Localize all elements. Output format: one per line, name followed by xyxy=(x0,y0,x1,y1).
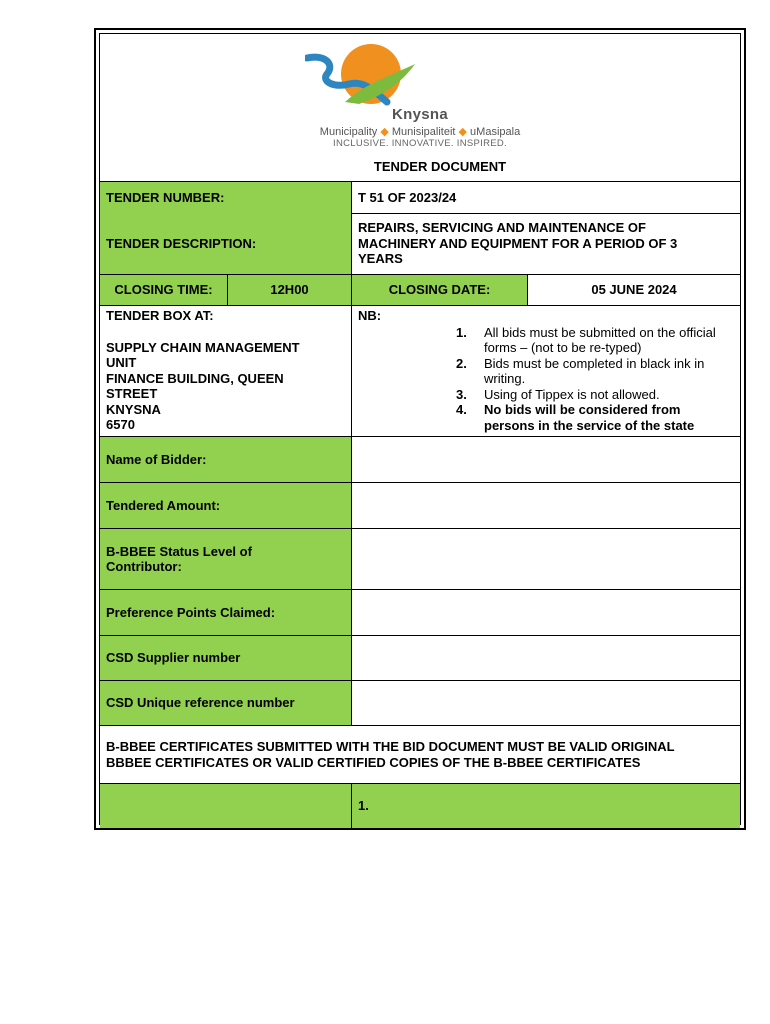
address-line-6: 6570 xyxy=(106,417,135,432)
tender-box-cell xyxy=(100,306,352,437)
description-line-2: MACHINERY AND EQUIPMENT FOR A PERIOD OF 3 xyxy=(358,235,678,251)
logo-subtitle xyxy=(100,125,740,138)
dot-icon: ◆ xyxy=(458,126,467,138)
tender-box-label: TENDER BOX AT: xyxy=(106,308,214,323)
closing-date-value: 05 JUNE 2024 xyxy=(528,275,740,306)
bbbee-level-label: B-BBEE Status Level of Contributor: xyxy=(100,529,352,590)
description-line-3: YEARS xyxy=(358,251,403,267)
dot-icon: ◆ xyxy=(380,126,389,138)
tender-description-row xyxy=(100,213,740,275)
logo-sub-1: Municipality xyxy=(319,126,378,138)
tendered-amount-row xyxy=(100,483,740,529)
nb-list xyxy=(352,325,740,434)
nb-item: 3. Using of Tippex is not allowed. xyxy=(456,386,660,402)
tender-number-value: T 51 OF 2023/24 xyxy=(352,182,740,214)
description-line-1: REPAIRS, SERVICING AND MAINTENANCE OF xyxy=(358,220,646,236)
preference-points-input[interactable] xyxy=(352,590,740,636)
csd-supplier-row xyxy=(100,636,740,681)
final-row xyxy=(100,784,740,828)
document-title: TENDER DOCUMENT xyxy=(373,159,507,174)
csd-unique-input[interactable] xyxy=(352,681,740,726)
closing-time-label: CLOSING TIME: xyxy=(100,275,228,306)
csd-unique-row xyxy=(100,681,740,726)
address-line-1: SUPPLY CHAIN MANAGEMENT xyxy=(106,339,300,355)
address-line-2: UNIT xyxy=(106,355,137,370)
address-line-3: FINANCE BUILDING, QUEEN xyxy=(106,370,284,386)
bbbee-level-row xyxy=(100,529,740,590)
tender-description-value xyxy=(352,213,740,275)
tendered-amount-label: Tendered Amount: xyxy=(100,483,352,529)
tender-document-frame xyxy=(94,28,746,830)
logo-header xyxy=(100,34,740,154)
nb-item: 4. No bids will be considered from persons in the service of the state xyxy=(456,402,695,433)
nb-label: NB: xyxy=(358,308,382,323)
closing-time-value: 12H00 xyxy=(228,275,352,306)
csd-supplier-label: CSD Supplier number xyxy=(100,636,352,681)
tender-description-label: TENDER DESCRIPTION: xyxy=(100,213,352,275)
notice-line-2: BBBEE CERTIFICATES OR VALID CERTIFIED COPIES OF THE B-BBEE CERTIFICATES xyxy=(106,754,641,770)
bidder-name-row xyxy=(100,437,740,483)
bidder-name-label: Name of Bidder: xyxy=(100,437,352,483)
final-row-value: 1. xyxy=(352,784,740,828)
address-line-4: STREET xyxy=(106,386,158,401)
csd-unique-label: CSD Unique reference number xyxy=(100,681,352,726)
csd-supplier-input[interactable] xyxy=(352,636,740,681)
tendered-amount-input[interactable] xyxy=(352,483,740,529)
logo-name: Knysna xyxy=(392,106,448,123)
closing-date-label: CLOSING DATE: xyxy=(352,275,528,306)
notice-line-1: B-BBEE CERTIFICATES SUBMITTED WITH THE BID DOCUMENT MUST BE VALID ORIGINAL xyxy=(106,739,675,754)
tender-box-row xyxy=(100,306,740,437)
tender-number-label: TENDER NUMBER: xyxy=(100,182,352,214)
bbbee-level-input[interactable] xyxy=(352,529,740,590)
nb-item: 2. Bids must be completed in black ink in writing. xyxy=(456,355,705,386)
tender-table xyxy=(99,33,741,825)
bbbee-notice xyxy=(100,726,740,784)
knysna-logo-icon xyxy=(305,44,415,106)
preference-points-row xyxy=(100,590,740,636)
logo-sub-2: Munisipaliteit xyxy=(391,126,456,138)
nb-cell xyxy=(352,306,740,437)
nb-item: 1. All bids must be submitted on the official forms – (not to be re-typed) xyxy=(456,324,716,355)
closing-row xyxy=(100,275,740,306)
bbbee-notice-row xyxy=(100,726,740,784)
logo-tagline: INCLUSIVE. INNOVATIVE. INSPIRED. xyxy=(333,138,507,149)
address-line-5: KNYSNA xyxy=(106,401,161,417)
tender-number-row xyxy=(100,181,740,214)
bidder-name-input[interactable] xyxy=(352,437,740,483)
final-row-left xyxy=(100,784,352,828)
logo-sub-3: uMasipala xyxy=(470,126,521,138)
preference-points-label: Preference Points Claimed: xyxy=(100,590,352,636)
